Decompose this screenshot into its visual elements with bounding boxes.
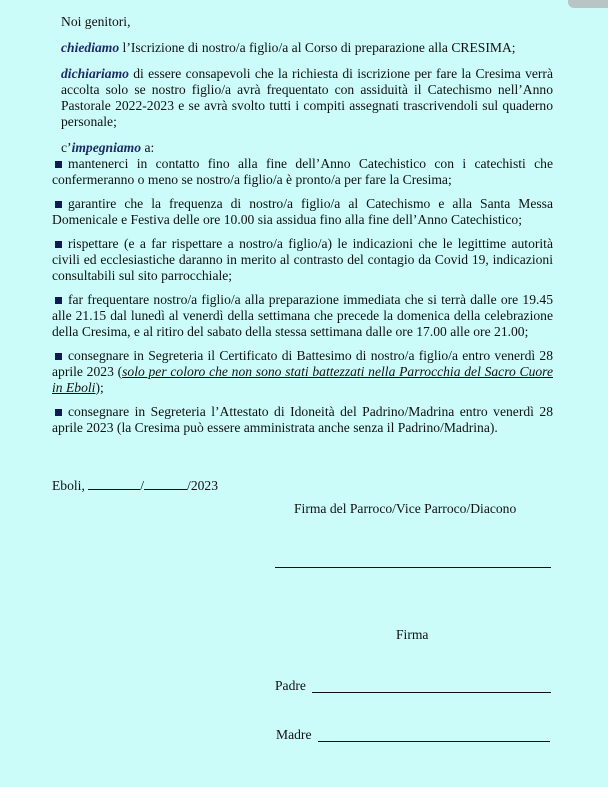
declaration-text: di essere consapevoli che la richiesta di iscrizione per fare la Cresima verrà accolta solo se nostro figlio/a avrà frequentato con assiduità il Catechismo nell’Anno Pastorale 2022-2023 e se avrà svolto tutti i compiti assegnati trascrivendoli sul quaderno personale; bbox=[61, 66, 553, 129]
list-item: mantenerci in contatto fino alla fine dell’Anno Catechistico con i catechisti che confermeranno o meno se nostro/a figlio/a è pronto/a per fare la Cresima; bbox=[52, 156, 553, 187]
commitment-suffix: a: bbox=[141, 140, 155, 155]
square-bullet-icon bbox=[55, 409, 62, 416]
commitment-prefix: c’ bbox=[61, 140, 72, 155]
commitment-keyword: impegniamo bbox=[71, 140, 142, 155]
parish-signature-line bbox=[275, 567, 551, 568]
declaration-paragraph bbox=[52, 66, 553, 130]
baptism-note: solo per coloro che non sono stati battezzati nella Parrocchia del Sacro Cuore in Eboli bbox=[52, 364, 553, 395]
father-signature-label: Padre bbox=[275, 678, 306, 693]
day-blank bbox=[88, 477, 140, 490]
request-keyword: chiediamo bbox=[61, 40, 120, 55]
list-item: consegnare in Segreteria il Certificato di Battesimo di nostro/a figlio/a entro venerdì 28 aprile 2023 (solo per coloro che non sono stati battezzati nella Parrocchia del Sacro Cuore in Eboli); bbox=[52, 348, 553, 395]
mother-signature-label: Madre bbox=[276, 727, 312, 742]
list-item: rispettare (e a far rispettare a nostro/a figlio/a) le indicazioni che le legittime autorità civili ed ecclesiastiche daranno in merito al contrasto del contagio da Covid 19, indicazioni consultabili sul sito parrocchiale; bbox=[52, 236, 553, 283]
date-year: /2023 bbox=[187, 478, 219, 493]
list-item: consegnare in Segreteria l’Attestato di Idoneità del Padrino/Madrina entro venerdì 28 aprile 2023 (la Cresima può essere amministrata anche senza il Padrino/Madrina). bbox=[52, 404, 553, 435]
square-bullet-icon bbox=[55, 161, 62, 168]
parish-signature-label: Firma del Parroco/Vice Parroco/Diacono bbox=[294, 501, 517, 516]
commitment-heading bbox=[52, 140, 553, 156]
window-corner-tab bbox=[568, 0, 608, 8]
date-line: Eboli, / /2023 bbox=[52, 478, 219, 493]
date-place: Eboli, bbox=[52, 478, 85, 493]
document-body bbox=[52, 14, 553, 436]
square-bullet-icon bbox=[55, 297, 62, 304]
parents-signature-label: Firma bbox=[396, 627, 429, 642]
month-blank bbox=[144, 477, 187, 490]
list-item: garantire che la frequenza di nostro/a figlio/a al Catechismo e alla Santa Messa Domenicale e Festiva delle ore 10.00 sia assidua fino alla fine dell’Anno Catechistico; bbox=[52, 196, 553, 227]
request-paragraph bbox=[52, 40, 553, 56]
request-text: l’Iscrizione di nostro/a figlio/a al Corso di preparazione alla CRESIMA; bbox=[119, 40, 516, 55]
list-item: far frequentare nostro/a figlio/a alla preparazione immediata che si terrà dalle ore 19.45 alle 21.15 dal lunedì al venerdì della settimana che precede la domenica della celebrazione della Cresima, e al ritiro del sabato della stessa settimana dalle ore 17.00 alle ore 21.00; bbox=[52, 292, 553, 339]
square-bullet-icon bbox=[55, 201, 62, 208]
declaration-keyword: dichiariamo bbox=[61, 66, 129, 81]
father-signature-line bbox=[312, 692, 551, 693]
square-bullet-icon bbox=[55, 241, 62, 248]
square-bullet-icon bbox=[55, 353, 62, 360]
greeting: Noi genitori, bbox=[61, 14, 131, 29]
mother-signature-line bbox=[318, 741, 550, 742]
